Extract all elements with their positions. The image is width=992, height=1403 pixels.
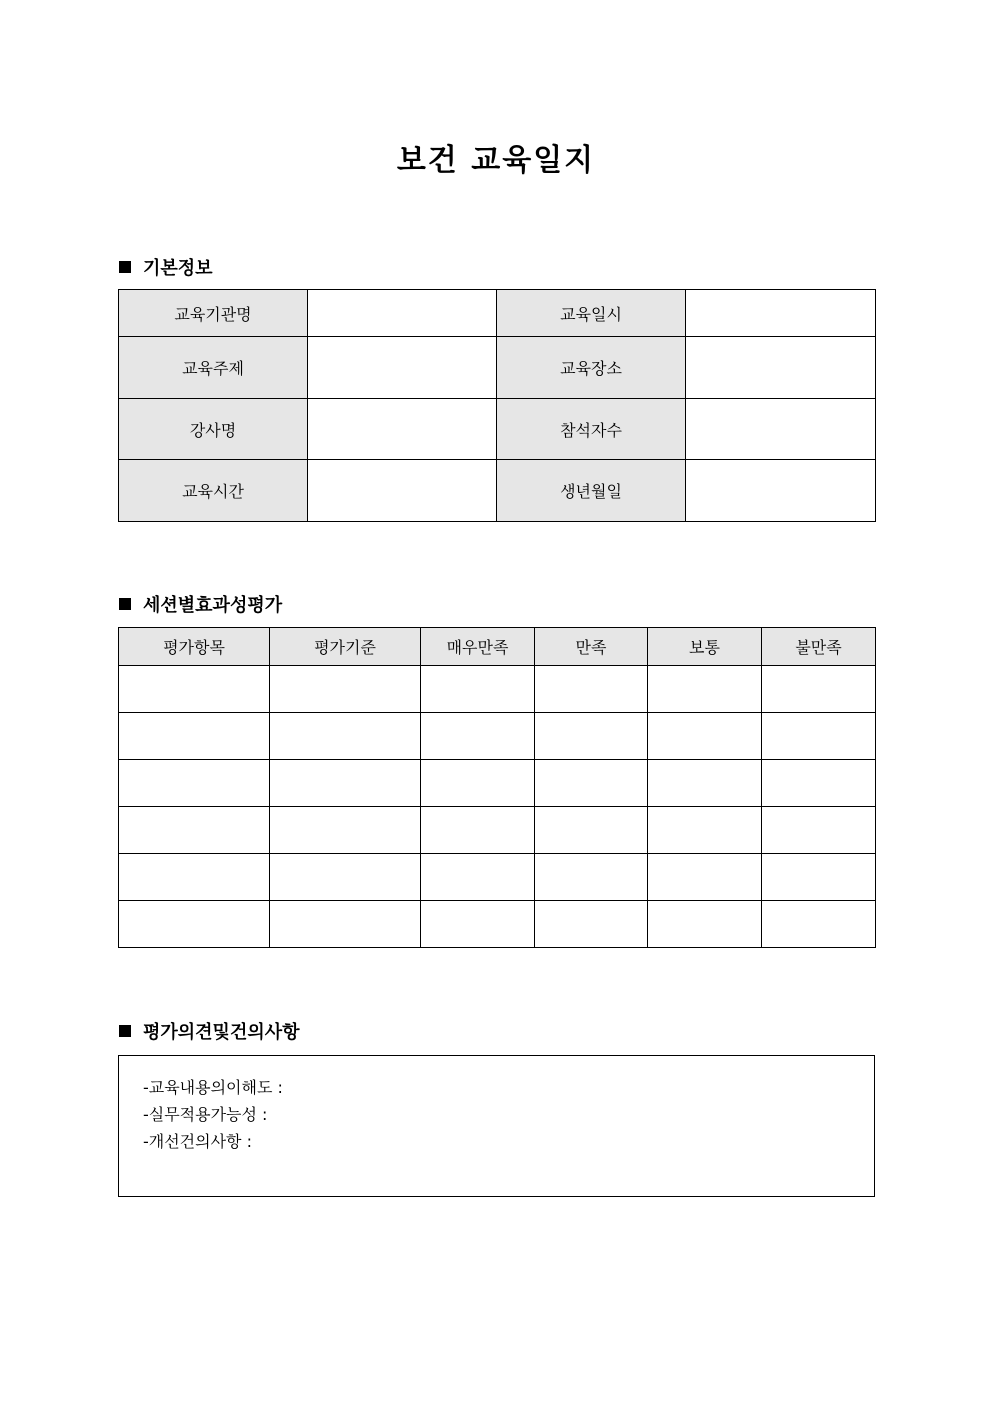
field-label: 교육주제 [119, 337, 308, 399]
table-cell[interactable] [421, 854, 535, 901]
page-title: 보건 교육일지 [396, 143, 596, 178]
table-row [119, 337, 876, 399]
opinion-line-improvement: -개선건의사항 : [143, 1132, 252, 1151]
field-value-cell[interactable] [686, 460, 876, 522]
field-value-cell[interactable] [308, 460, 497, 522]
table-cell[interactable] [762, 713, 876, 760]
table-row [119, 713, 876, 760]
table-cell[interactable] [421, 760, 535, 807]
basic-info-table [118, 289, 876, 522]
table-cell[interactable] [270, 901, 421, 948]
table-cell[interactable] [762, 807, 876, 854]
table-cell[interactable] [648, 901, 762, 948]
section-heading-session-eval [119, 591, 282, 617]
square-bullet-icon [119, 261, 131, 273]
table-row [119, 854, 876, 901]
field-value-cell[interactable] [308, 290, 497, 337]
opinion-text-area[interactable] [118, 1055, 875, 1197]
column-header: 평가기준 [270, 628, 421, 666]
table-cell[interactable] [762, 854, 876, 901]
column-header: 보통 [648, 628, 762, 666]
table-cell[interactable] [648, 854, 762, 901]
table-row [119, 666, 876, 713]
table-header-row [119, 628, 876, 666]
table-cell[interactable] [648, 666, 762, 713]
section-title: 세션별효과성평가 [143, 595, 283, 616]
table-cell[interactable] [421, 807, 535, 854]
table-row [119, 760, 876, 807]
table-row [119, 290, 876, 337]
field-label: 생년월일 [497, 460, 686, 522]
table-cell[interactable] [648, 760, 762, 807]
field-value-cell[interactable] [686, 337, 876, 399]
opinion-line-applicability: -실무적용가능성 : [143, 1105, 268, 1124]
table-cell[interactable] [535, 854, 648, 901]
field-value-cell[interactable] [686, 290, 876, 337]
field-label: 교육기관명 [119, 290, 308, 337]
table-cell[interactable] [648, 713, 762, 760]
table-cell[interactable] [119, 760, 270, 807]
section-title: 평가의견및건의사항 [143, 1022, 300, 1043]
table-cell[interactable] [762, 901, 876, 948]
column-header: 매우만족 [421, 628, 535, 666]
table-cell[interactable] [648, 807, 762, 854]
table-cell[interactable] [270, 666, 421, 713]
table-cell[interactable] [270, 713, 421, 760]
square-bullet-icon [119, 598, 131, 610]
opinion-lines [143, 1074, 283, 1155]
table-cell[interactable] [119, 713, 270, 760]
table-cell[interactable] [119, 854, 270, 901]
table-row [119, 460, 876, 522]
field-value-cell[interactable] [686, 399, 876, 460]
table-cell[interactable] [270, 807, 421, 854]
table-cell[interactable] [535, 666, 648, 713]
field-label: 참석자수 [497, 399, 686, 460]
table-cell[interactable] [421, 666, 535, 713]
table-cell[interactable] [421, 713, 535, 760]
section-heading-basic-info [119, 254, 213, 280]
field-label: 교육장소 [497, 337, 686, 399]
field-value-cell[interactable] [308, 399, 497, 460]
table-cell[interactable] [119, 666, 270, 713]
table-cell[interactable] [270, 854, 421, 901]
table-cell[interactable] [119, 807, 270, 854]
column-header: 평가항목 [119, 628, 270, 666]
table-cell[interactable] [535, 760, 648, 807]
table-row [119, 399, 876, 460]
table-cell[interactable] [535, 901, 648, 948]
column-header: 만족 [535, 628, 648, 666]
table-cell[interactable] [119, 901, 270, 948]
table-cell[interactable] [535, 807, 648, 854]
field-value-cell[interactable] [308, 337, 497, 399]
field-label: 교육시간 [119, 460, 308, 522]
field-label: 강사명 [119, 399, 308, 460]
table-cell[interactable] [270, 760, 421, 807]
table-cell[interactable] [762, 760, 876, 807]
opinion-line-understanding: -교육내용의이해도 : [143, 1078, 283, 1097]
table-cell[interactable] [421, 901, 535, 948]
square-bullet-icon [119, 1025, 131, 1037]
table-cell[interactable] [535, 713, 648, 760]
field-label: 교육일시 [497, 290, 686, 337]
section-title: 기본정보 [143, 258, 213, 279]
table-row [119, 901, 876, 948]
section-heading-opinion [119, 1018, 300, 1044]
column-header: 불만족 [762, 628, 876, 666]
table-row [119, 807, 876, 854]
session-eval-table [118, 627, 876, 948]
table-cell[interactable] [762, 666, 876, 713]
